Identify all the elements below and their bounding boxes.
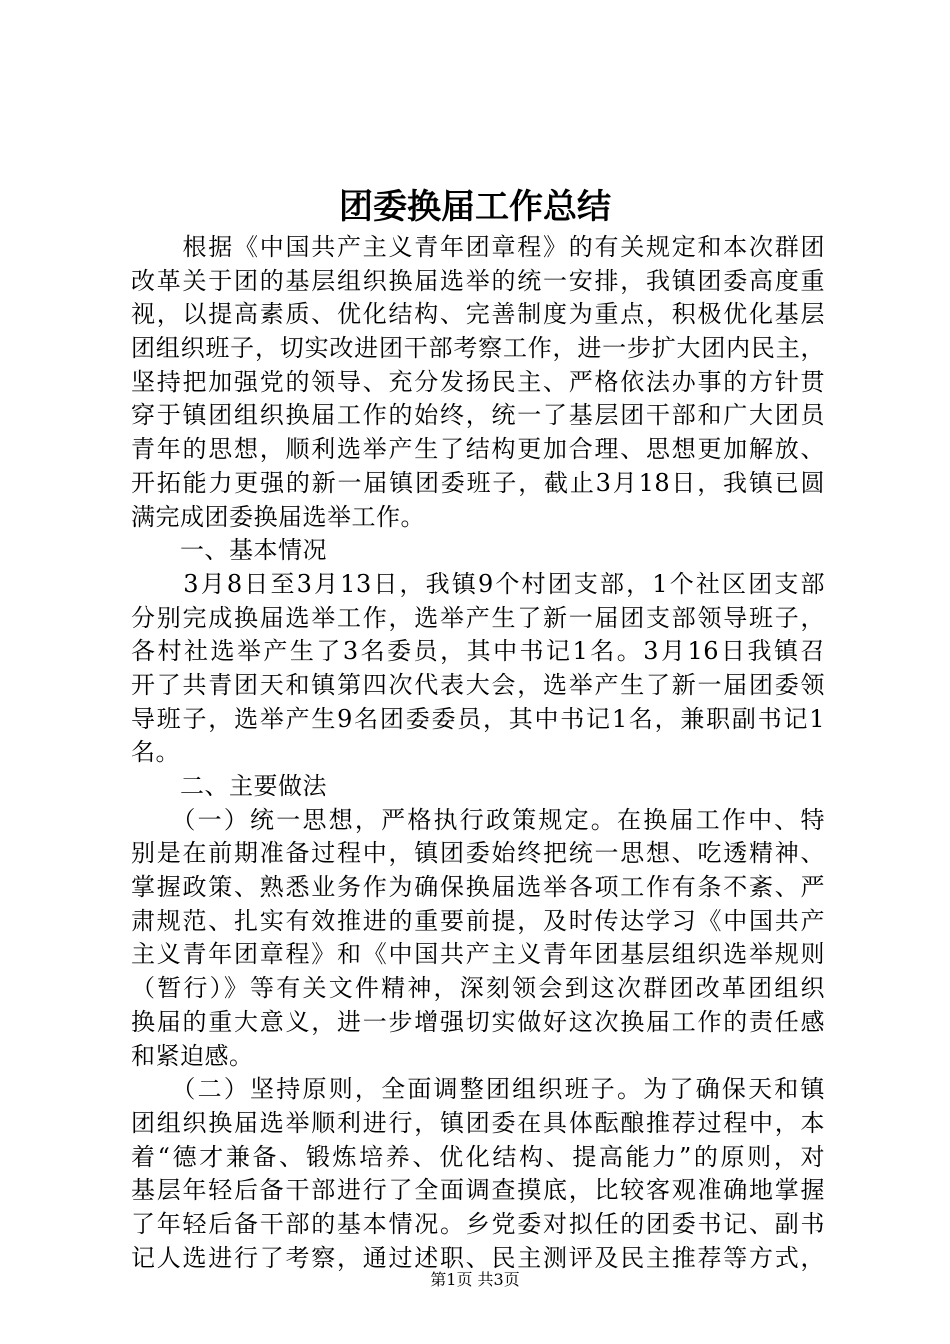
text-line: 开了共青团天和镇第四次代表大会，选举产生了新一届团委领 <box>131 670 825 699</box>
text-line: 坚持把加强党的领导、充分发扬民主、严格依法办事的方针贯 <box>131 367 825 396</box>
text-line: 满完成团委换届选举工作。 <box>131 502 425 531</box>
text-line: 着“德才兼备、锻炼培养、优化结构、提高能力”的原则，对 <box>131 1142 825 1171</box>
text-line: 各村社选举产生了3名委员，其中书记1名。3月16日我镇召 <box>131 637 825 666</box>
document-body <box>131 231 825 1275</box>
text-line: 掌握政策、熟悉业务作为确保换届选举各项工作有条不紊、严 <box>131 873 825 902</box>
text-line: 了年轻后备干部的基本情况。乡党委对拟任的团委书记、副书 <box>131 1209 825 1238</box>
text-line: 开拓能力更强的新一届镇团委班子，截止3月18日，我镇已圆 <box>131 468 825 497</box>
text-line: 视，以提高素质、优化结构、完善制度为重点，积极优化基层 <box>131 300 825 329</box>
text-line: 基层年轻后备干部进行了全面调查摸底，比较客观准确地掌握 <box>131 1176 825 1205</box>
text-line: 别是在前期准备过程中，镇团委始终把统一思想、吃透精神、 <box>131 839 825 868</box>
text-line: 导班子，选举产生9名团委委员，其中书记1名，兼职副书记1 <box>131 704 825 733</box>
text-line: 肃规范、扎实有效推进的重要前提，及时传达学习《中国共产 <box>131 906 825 935</box>
text-line: 根据《中国共产主义青年团章程》的有关规定和本次群团 <box>131 233 825 261</box>
text-line: 分别完成换届选举工作，选举产生了新一届团支部领导班子， <box>131 603 825 632</box>
document-title: 团委换届工作总结 <box>339 187 611 227</box>
text-line: 穿于镇团组织换届工作的始终，统一了基层团干部和广大团员 <box>131 401 825 430</box>
text-line: 二、主要做法 <box>131 772 327 800</box>
text-line: 团组织班子，切实改进团干部考察工作，进一步扩大团内民主， <box>131 334 825 363</box>
text-line: 主义青年团章程》和《中国共产主义青年团基层组织选举规则 <box>131 940 825 969</box>
text-line: （一）统一思想，严格执行政策规定。在换届工作中、特 <box>131 805 825 834</box>
text-line: 记人选进行了考察，通过述职、民主测评及民主推荐等方式， <box>131 1243 825 1272</box>
text-line: 团组织换届选举顺利进行，镇团委在具体酝酿推荐过程中，本 <box>131 1108 825 1137</box>
text-line: 和紧迫感。 <box>131 1041 254 1070</box>
text-line: 3月8日至3月13日，我镇9个村团支部，1个社区团支部 <box>131 569 825 598</box>
text-line: 换届的重大意义，进一步增强切实做好这次换届工作的责任感 <box>131 1007 825 1036</box>
text-line: 名。 <box>131 738 180 767</box>
text-line: 一、基本情况 <box>131 536 327 565</box>
text-line: （暂行）》等有关文件精神，深刻领会到这次群团改革团组织 <box>131 974 825 1003</box>
text-line: （二）坚持原则，全面调整团组织班子。为了确保天和镇 <box>131 1075 825 1104</box>
text-line: 青年的思想，顺利选举产生了结构更加合理、思想更加解放、 <box>131 435 825 464</box>
page-footer: 第1页 共3页 <box>430 1270 520 1289</box>
text-line: 改革关于团的基层组织换届选举的统一安排，我镇团委高度重 <box>131 266 825 295</box>
